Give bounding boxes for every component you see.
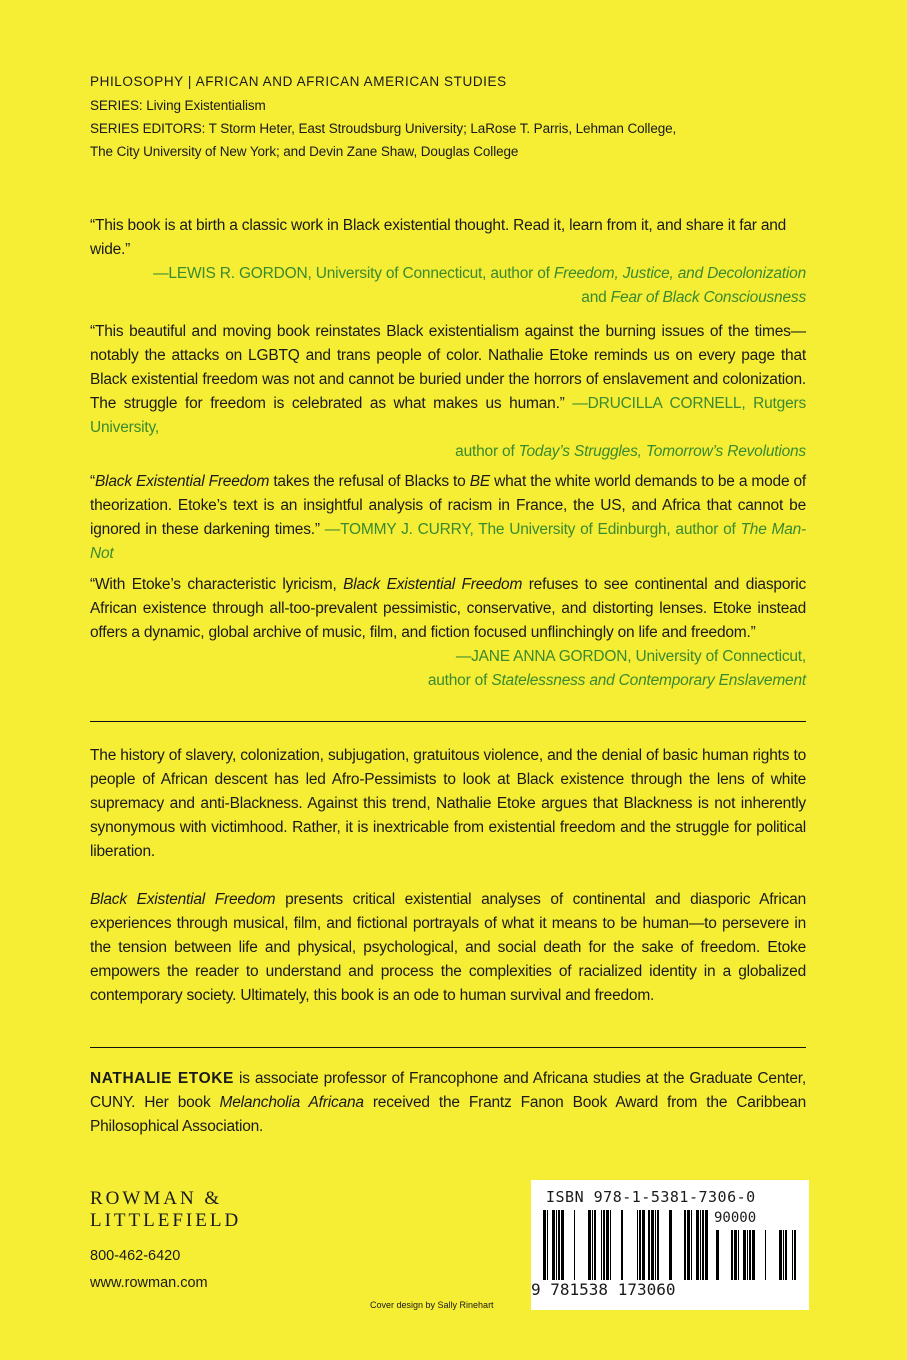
barcode-bar <box>561 1210 564 1280</box>
barcode-bar <box>543 1210 546 1280</box>
barcode-bar <box>749 1230 751 1280</box>
quote-open: “ <box>90 473 95 490</box>
barcode-bar <box>794 1230 796 1280</box>
barcode-bar <box>651 1210 654 1280</box>
barcode-bar <box>639 1210 641 1280</box>
barcode-bar <box>606 1210 609 1280</box>
publisher-line-1: ROWMAN & <box>90 1188 223 1209</box>
barcode-bar <box>716 1230 719 1280</box>
quote-body-a: takes the refusal of Blacks to <box>269 473 470 490</box>
barcode-bar <box>610 1210 611 1280</box>
barcode-bar <box>691 1210 692 1280</box>
ean-barcode <box>541 1210 711 1280</box>
barcode-bar <box>621 1210 623 1280</box>
barcode-bar <box>734 1230 737 1280</box>
quote-attribution-2 <box>90 286 806 310</box>
book-title: Black Existential Freedom <box>343 576 523 593</box>
attribution-title: The Man-Not <box>90 521 807 562</box>
attribution-prefix: author of <box>455 443 519 460</box>
editors-line-1: SERIES EDITORS: T Storm Heter, East Stroudsburg University; LaRose T. Parris, Lehman College, <box>90 121 677 136</box>
quote-4 <box>90 573 806 693</box>
barcode-bar <box>552 1210 555 1280</box>
barcode-bar <box>783 1230 784 1280</box>
addon-barcode <box>714 1230 799 1280</box>
book-title-2: Fear of Black Consciousness <box>610 289 806 306</box>
barcode-bar <box>648 1210 650 1280</box>
barcode <box>531 1180 809 1310</box>
quote-2 <box>90 320 806 464</box>
bio-text-a: is associate professor of Francophone and Africana studies at the Graduate Center, CUNY. Her book <box>90 1070 807 1111</box>
publisher-contact <box>90 1243 208 1297</box>
barcode-bar <box>574 1210 575 1280</box>
barcode-bar <box>547 1210 548 1280</box>
attribution-name: —TOMMY J. CURRY, The University of Edinburgh, author of <box>324 521 741 538</box>
book-title: Black Existential Freedom <box>94 473 270 490</box>
barcode-bar <box>765 1230 766 1280</box>
barcode-number: 9 781538 173060 <box>531 1280 676 1299</box>
barcode-bar <box>594 1210 596 1280</box>
barcode-bar <box>592 1210 593 1280</box>
addon-number: 90000 <box>714 1210 757 1226</box>
book-title-2: Statelessness and Contemporary Enslavement <box>491 672 806 689</box>
quote-attribution <box>90 262 806 286</box>
author-name: NATHALIE ETOKE <box>90 1070 234 1087</box>
divider-1 <box>90 721 806 722</box>
attribution-name: —LEWIS R. GORDON, University of Connecticut, author of <box>153 265 554 282</box>
quote-text: “This book is at birth a classic work in Black existential thought. Read it, learn from it, and share it far and wide.” <box>90 217 787 258</box>
barcode-bar <box>655 1210 656 1280</box>
barcode-bar <box>637 1210 638 1280</box>
website: www.rowman.com <box>90 1275 208 1291</box>
barcode-bar <box>700 1210 701 1280</box>
barcode-bar <box>601 1210 602 1280</box>
barcode-bar <box>657 1210 659 1280</box>
barcode-bar <box>785 1230 787 1280</box>
barcode-bar <box>696 1210 699 1280</box>
divider-2 <box>90 1047 806 1048</box>
attribution-and: and <box>581 289 611 306</box>
barcode-bar <box>603 1210 605 1280</box>
quote-3 <box>90 470 806 566</box>
book-title: Melancholia Africana <box>219 1094 364 1111</box>
barcode-bar <box>705 1210 708 1280</box>
description-body: presents critical existential analyses of continental and diasporic African experiences through musical, film, and fictional portrayals of what it means to be human—to persevere in the tension between life and physical, psychological, and social death for the sake of freedom. Etoke empowers the reader to understand and process the complexities of racialized identity in a globalized contemporary society. Ultimately, this book is an ode to human survival and freedom. <box>90 891 807 1004</box>
barcode-bar <box>702 1210 704 1280</box>
quote-body-b: what the white world demands to be a mode of theorization. Etoke’s text is an insightful analysis of racism in France, the US, and Africa that cannot be ignored in these darkening times.” <box>90 473 807 538</box>
barcode-bar <box>792 1230 793 1280</box>
description-paragraph-2 <box>90 888 806 1008</box>
quote-text <box>90 470 806 566</box>
book-title: Black Existential Freedom <box>90 891 276 908</box>
barcode-bar <box>669 1210 672 1280</box>
book-title: Freedom, Justice, and Decolonization <box>553 265 806 282</box>
barcode-bar <box>747 1230 748 1280</box>
description-paragraph-1: The history of slavery, colonization, subjugation, gratuitous violence, and the denial of basic human rights to people of African descent has led Afro-Pessimists to look at Black existence through the lens of white supremacy and anti-Blackness. Against this trend, Nathalie Etoke argues that Blackness is not inherently synonymous with victimhood. Rather, it is inextricable from existential freedom and the struggle for political liberation. <box>90 747 806 860</box>
quote-body: “This beautiful and moving book reinstates Black existentialism against the burning issues of the times—notably the attacks on LGBTQ and trans people of color. Nathalie Etoke reminds us on every page that Black existential freedom was not and cannot be buried under the horrors of enslavement and colonization. The struggle for freedom is celebrated as what makes us human.” <box>90 323 806 412</box>
phone-number: 800-462-6420 <box>90 1248 181 1264</box>
series-line: SERIES: Living Existentialism <box>90 98 266 113</box>
barcode-bar <box>556 1210 557 1280</box>
barcode-bar <box>743 1230 746 1280</box>
quote-attribution <box>90 440 806 464</box>
quote-text <box>90 573 806 645</box>
quote-body-a: “With Etoke’s characteristic lyricism, <box>90 576 344 593</box>
isbn-label: ISBN 978-1-5381-7306-0 <box>546 1188 756 1206</box>
book-title: Today’s Struggles, Tomorrow’s Revolutions <box>518 443 806 460</box>
quote-text <box>90 320 806 440</box>
barcode-bar <box>731 1230 733 1280</box>
bio-text-b: received the Frantz Fanon Book Award from the Caribbean Philosophical Association. <box>90 1094 806 1135</box>
header <box>90 70 676 163</box>
quote-1 <box>90 214 806 310</box>
quote-attribution: —JANE ANNA GORDON, University of Connecticut, <box>455 648 806 665</box>
author-bio <box>90 1067 806 1139</box>
barcode-bar <box>684 1210 686 1280</box>
quote-attribution-2 <box>90 669 806 693</box>
attribution-name: —DRUCILLA CORNELL, Rutgers University, <box>90 395 806 436</box>
editors-line-2: The City University of New York; and Devin Zane Shaw, Douglas College <box>90 144 519 159</box>
barcode-bar <box>738 1230 739 1280</box>
barcode-bar <box>687 1210 690 1280</box>
barcode-bar <box>558 1210 560 1280</box>
quote-emphasis: BE <box>469 473 490 490</box>
barcode-bar <box>752 1230 755 1280</box>
publisher-line-2: LITTLEFIELD <box>90 1210 242 1231</box>
category-line: PHILOSOPHY | AFRICAN AND AFRICAN AMERICAN STUDIES <box>90 74 507 89</box>
barcode-bar <box>779 1230 782 1280</box>
attribution-prefix: author of <box>427 672 492 689</box>
description <box>90 744 806 1008</box>
cover-credit: Cover design by Sally Rinehart <box>370 1300 494 1310</box>
quote-body-b: refuses to see continental and diasporic African existence through all-too-prevalent pessimistic, conservative, and distorting lenses. Etoke instead offers a dynamic, global archive of music, film, and fiction focused unflinchingly on life and freedom.” <box>90 576 806 641</box>
publisher-logo <box>90 1188 241 1232</box>
barcode-bar <box>642 1210 645 1280</box>
barcode-bar <box>588 1210 591 1280</box>
